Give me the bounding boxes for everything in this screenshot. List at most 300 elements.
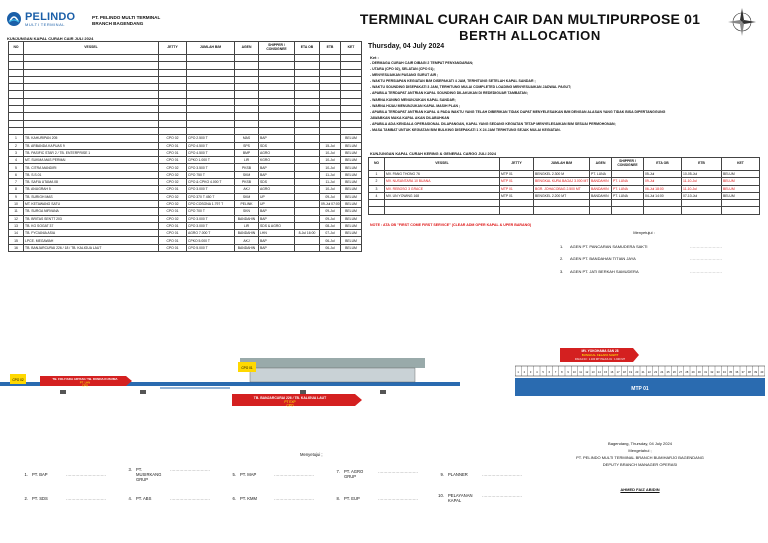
cell-jetty: CPO 01 xyxy=(159,222,187,229)
page-subtitle: BERTH ALLOCATION xyxy=(459,28,601,43)
empty-cell xyxy=(341,69,362,76)
signature-line: ………………………… xyxy=(170,466,210,472)
cell-ket: BELUM xyxy=(722,192,760,199)
cell-no: 15 xyxy=(9,237,24,244)
cell-eta xyxy=(295,149,320,156)
cell-bm: CPKO 1.000 T xyxy=(187,157,235,164)
empty-cell xyxy=(24,120,159,127)
cell-vessel: TB. BANJARCURAI 226 / 18 / TB. KALIGUA LAUT xyxy=(24,244,159,251)
cell-etb: 10-Jul xyxy=(320,157,341,164)
empty-row xyxy=(9,98,362,105)
cell-agen: BANDAHIN xyxy=(235,230,259,237)
agent-row xyxy=(560,265,760,278)
cpo-ship-1-sub: PT EXP xyxy=(284,400,296,404)
cell-vessel: TB. SAFIA UTAMA 08 xyxy=(24,179,159,186)
empty-cell xyxy=(187,69,235,76)
empty-cell xyxy=(9,76,24,83)
cell-jetty: MTP 01 xyxy=(500,185,534,192)
cell-eta xyxy=(295,193,320,200)
empty-cell xyxy=(320,91,341,98)
cell-no: 5 xyxy=(9,164,24,171)
signature-label: PT. ABS xyxy=(136,495,152,501)
empty-cell xyxy=(320,84,341,91)
cell-eta xyxy=(295,171,320,178)
cell-ket: BELUM xyxy=(341,135,362,142)
empty-cell xyxy=(341,76,362,83)
empty-cell xyxy=(187,55,235,62)
cell-no: 1 xyxy=(9,135,24,142)
ruler-tick-label: 39 xyxy=(754,371,758,374)
empty-cell xyxy=(235,120,259,127)
cell-agen: MAS xyxy=(235,135,259,142)
empty-cell xyxy=(320,106,341,113)
table-row xyxy=(9,135,362,142)
empty-cell xyxy=(341,91,362,98)
empty-cell xyxy=(259,55,295,62)
empty-cell xyxy=(159,98,187,105)
agent-row xyxy=(560,240,760,253)
table-row xyxy=(9,149,362,156)
signature-number: 8. xyxy=(336,495,340,501)
ruler-tick-label: 23 xyxy=(654,371,658,374)
empty-cell xyxy=(159,127,187,134)
col-header-vessel: VESSEL xyxy=(385,158,500,171)
signature-line: ………………………… xyxy=(66,471,106,477)
signature-number: 4. xyxy=(128,495,132,501)
ruler-tick-label: 22 xyxy=(647,371,651,374)
empty-cell xyxy=(24,127,159,134)
cell-no: 2 xyxy=(369,178,385,185)
cell-agen: PELINK xyxy=(235,200,259,207)
empty-cell xyxy=(159,91,187,98)
col-header-vessel: VESSEL xyxy=(24,42,159,55)
empty-cell xyxy=(24,91,159,98)
empty-cell xyxy=(369,207,385,214)
col-header-ket: KET xyxy=(341,42,362,55)
cell-vessel: MT. KETAWANG SATU xyxy=(24,200,159,207)
cell-agen: SKM xyxy=(235,193,259,200)
cell-ket: BELUM xyxy=(341,179,362,186)
cell-ket: BELUM xyxy=(722,171,760,178)
cell-vessel: TB. PASIFIC STAR 2 / TB. ENTERPRISE 1 xyxy=(24,149,159,156)
cell-jetty: MTP 01 xyxy=(500,192,534,199)
empty-cell xyxy=(24,62,159,69)
cell-jetty: CPO 02 xyxy=(159,179,187,186)
cell-shipper: BAP xyxy=(259,208,295,215)
note-item: - MENYESUAIKAN PASANG SURUT AIR ; xyxy=(370,73,439,78)
cell-no: 14 xyxy=(9,230,24,237)
ruler-tick-label: 25 xyxy=(666,371,670,374)
ruler-tick-label: 21 xyxy=(641,371,645,374)
table-row xyxy=(9,157,362,164)
cell-agen: AKJ xyxy=(235,237,259,244)
cell-no: 8 xyxy=(9,186,24,193)
empty-cell xyxy=(682,200,722,207)
cell-vessel: MV. UN YOWING 168 xyxy=(385,192,500,199)
empty-cell xyxy=(235,91,259,98)
signature-cell xyxy=(122,467,226,482)
empty-cell xyxy=(259,91,295,98)
cell-bm: BENGKEL 2.200 MT xyxy=(534,192,590,199)
signature-line: ………………………… xyxy=(378,469,418,474)
signature-label: PT. AGRO GRUP xyxy=(344,469,364,479)
cell-bm: BENGKAL KURA BAGAJ 3.000 MT xyxy=(535,179,589,184)
empty-cell xyxy=(341,120,362,127)
table-row xyxy=(369,192,760,199)
cell-bm: CPO COSONA 1.797 T xyxy=(187,200,235,207)
cell-bm: CPO & CPKO 4.000 T xyxy=(187,179,235,186)
cell-eta xyxy=(295,135,320,142)
cell-no: 11 xyxy=(9,208,24,215)
ruler-tick-label: 5 xyxy=(542,371,544,374)
agent-signature-line: …………………… xyxy=(690,256,722,262)
ruler-tick-label: 37 xyxy=(741,371,745,374)
cell-jetty: CPO 02 xyxy=(159,171,187,178)
cell-agen: BANDAHIN xyxy=(590,185,612,192)
ruler-tick-label: 24 xyxy=(660,371,664,374)
note-item: - WAKTU SOUNDING DISEPAKATI 3 JAM, TERHITUNG MULAI COMPLETED LOADING MENYESUAIKAN JADWAL PAGUT; xyxy=(370,85,571,90)
cpo-01-tag-label: CPO 01 xyxy=(241,366,253,370)
ruler-tick-label: 10 xyxy=(572,371,576,374)
empty-row xyxy=(369,207,760,214)
cell-bm: CPO 750 T xyxy=(187,171,235,178)
empty-cell xyxy=(320,55,341,62)
cell-bm: CPO 4.500 T xyxy=(187,142,235,149)
agent-number: 1. xyxy=(560,243,564,249)
agent-name: AGEN PT. JATI BERKAH SAMUDERA xyxy=(570,268,639,274)
signature-cell xyxy=(434,493,538,503)
ruler-tick-label: 30 xyxy=(697,371,701,374)
signature-cell xyxy=(226,472,330,477)
liquid-bulk-table xyxy=(8,41,362,252)
cell-etb: 11-10-Jul xyxy=(682,185,722,192)
ruler-tick-label: 34 xyxy=(722,371,726,374)
cell-etb: 10-Jul xyxy=(320,164,341,171)
ruler-tick-label: 11 xyxy=(579,371,582,374)
table-row xyxy=(9,215,362,222)
signature-label: PLANNER xyxy=(448,471,468,477)
table-row xyxy=(9,142,362,149)
cell-shipper: UP xyxy=(259,193,295,200)
cell-etb: 09-Jul 07:00 xyxy=(321,202,340,207)
empty-cell xyxy=(590,207,612,214)
signature-label: PT. BAP xyxy=(32,471,48,477)
empty-cell xyxy=(259,120,295,127)
ruler-tick-label: 4 xyxy=(536,371,538,374)
agent-name: AGEN PT. PANCARAN SAMUDERA SAKTI xyxy=(570,243,648,249)
empty-cell xyxy=(259,69,295,76)
cell-jetty: MTP 01 xyxy=(500,171,534,178)
signature-label: PT. EUP xyxy=(344,495,360,501)
empty-row xyxy=(9,84,362,91)
signature-row xyxy=(18,462,538,486)
cell-eta: 09-Jul xyxy=(644,178,682,185)
position: DEPUTY BRANCH MANAGER OPERASI xyxy=(602,462,678,467)
liquid-bulk-table-body xyxy=(9,55,362,252)
cell-shipper: SDS xyxy=(259,179,295,186)
empty-row xyxy=(9,127,362,134)
empty-cell xyxy=(9,84,24,91)
ruler-tick-label: 32 xyxy=(710,371,714,374)
cell-ket: BELUM xyxy=(341,237,362,244)
signature-number: 7. xyxy=(336,469,340,474)
cell-bm: CPO 3.000 T xyxy=(187,222,235,229)
signature-cell xyxy=(18,496,122,501)
cell-eta xyxy=(295,164,320,171)
signature-number: 5. xyxy=(232,471,236,477)
empty-cell xyxy=(235,106,259,113)
cell-no: 6 xyxy=(9,171,24,178)
empty-cell xyxy=(159,69,187,76)
empty-cell xyxy=(320,62,341,69)
cell-ket: BELUM xyxy=(341,186,362,193)
empty-row xyxy=(9,120,362,127)
ruler-tick-label: 29 xyxy=(691,371,695,374)
empty-cell xyxy=(187,120,235,127)
empty-cell xyxy=(295,98,320,105)
cell-eta xyxy=(295,237,320,244)
cell-eta xyxy=(295,208,320,215)
cell-etb: 10-05-Jul xyxy=(682,171,722,178)
col-header-shipper: SHIPPER / CONSIGNEE xyxy=(612,158,644,171)
empty-cell xyxy=(295,120,320,127)
ruler-tick-label: 40 xyxy=(760,371,764,374)
empty-cell xyxy=(24,84,159,91)
empty-cell xyxy=(9,91,24,98)
cell-bm: CPO 3.000 T xyxy=(187,186,235,193)
logo-main-text: PELINDO xyxy=(25,10,76,23)
cpo-ship-1-label: TB. BANJARCURAI 226 / TB. KALIGUA LAUT xyxy=(253,396,327,400)
ruler-tick-label: 8 xyxy=(561,371,563,374)
cell-ket: BELUM xyxy=(341,157,362,164)
cell-jetty: CPO 01 xyxy=(159,237,187,244)
empty-row xyxy=(369,200,760,207)
table-row xyxy=(369,178,760,185)
cell-vessel: TB. FYCIANIA ASIA xyxy=(24,230,159,237)
ruler-tick-label: 9 xyxy=(567,371,569,374)
cell-etb: 09-Jul xyxy=(320,215,341,222)
cell-jetty: MTP 01 xyxy=(500,178,534,185)
cell-shipper: AGRO xyxy=(259,186,295,193)
company-line-1: PT. PELINDO MULTI TERMINAL xyxy=(92,15,161,20)
empty-cell xyxy=(295,62,320,69)
ruler-tick-label: 19 xyxy=(629,371,633,374)
cell-ket: BELUM xyxy=(341,171,362,178)
ruler-tick-label: 35 xyxy=(729,371,733,374)
empty-cell xyxy=(500,207,534,214)
empty-cell xyxy=(235,76,259,83)
empty-cell xyxy=(187,98,235,105)
cell-etb: 15-Jul xyxy=(320,142,341,149)
empty-row xyxy=(9,69,362,76)
pelindo-logo xyxy=(6,10,88,28)
table-row xyxy=(9,193,362,200)
col-header-jetty: JETTY xyxy=(500,158,534,171)
page-title: TERMINAL CURAH CAIR DAN MULTIPURPOSE 01 xyxy=(359,11,701,27)
cell-shipper: UP xyxy=(259,200,295,207)
empty-cell xyxy=(9,98,24,105)
cpo-02-tag-label: CPO 02 xyxy=(12,378,24,382)
empty-cell xyxy=(341,55,362,62)
cell-etb: 06-Jul xyxy=(320,244,341,251)
empty-cell xyxy=(385,200,500,207)
empty-cell xyxy=(341,62,362,69)
berth-mtp-01-label: MTP 01 xyxy=(631,386,649,392)
cell-no: 10 xyxy=(9,200,24,207)
empty-cell xyxy=(722,200,760,207)
empty-cell xyxy=(24,113,159,120)
cell-bm: BENGKEL 2.300 M xyxy=(534,171,590,178)
col-header-etb: ETB xyxy=(682,158,722,171)
cell-etb: 10-Jul xyxy=(320,149,341,156)
empty-cell xyxy=(9,113,24,120)
empty-cell xyxy=(259,84,295,91)
cell-no: 4 xyxy=(369,192,385,199)
cell-no: 3 xyxy=(9,149,24,156)
agent-signature-line: …………………… xyxy=(690,268,722,274)
ruler-tick-label: 36 xyxy=(735,371,739,374)
empty-cell xyxy=(159,113,187,120)
empty-cell xyxy=(187,127,235,134)
empty-cell xyxy=(259,62,295,69)
cell-eta: 8-Jul 16:00 xyxy=(295,230,320,237)
table-row xyxy=(9,237,362,244)
place-date: Bagendang, Thursday, 04 July 2024 xyxy=(608,441,672,446)
cell-bm: AGRO 7.000 T xyxy=(187,230,235,237)
empty-cell xyxy=(259,127,295,134)
cell-vessel: MV. NUSANTARA 10 BUANA xyxy=(385,178,500,185)
empty-row xyxy=(9,106,362,113)
signature-line: ………………………… xyxy=(274,471,314,477)
table-row xyxy=(9,186,362,193)
ruler-tick-label: 31 xyxy=(704,371,708,374)
empty-cell xyxy=(320,98,341,105)
cell-etb: 11-Jul xyxy=(320,179,341,186)
cell-etb: 08-Jul xyxy=(320,222,341,229)
table-row xyxy=(9,230,362,237)
cell-eta xyxy=(295,244,320,251)
empty-cell xyxy=(159,120,187,127)
liquid-berth-diagram xyxy=(0,338,460,438)
cell-shipper: BAP xyxy=(259,215,295,222)
empty-cell xyxy=(320,76,341,83)
cell-shipper: PT. LUNA xyxy=(612,185,644,192)
cell-shipper: BAP xyxy=(259,164,295,171)
empty-cell xyxy=(9,55,24,62)
empty-cell xyxy=(235,84,259,91)
dry-berth-diagram xyxy=(515,338,765,398)
ruler-tick-label: 17 xyxy=(616,371,620,374)
signature-line: ………………………… xyxy=(274,495,314,501)
cell-jetty: CPO 02 xyxy=(159,164,187,171)
empty-cell xyxy=(24,55,159,62)
signature-cell xyxy=(434,472,538,477)
note-item: - APABILA TERDAPAT ANTRIAN KAPAL SOUNDING DILAKUKAN DI REDEDIGUAR TAMBATAN; xyxy=(370,91,528,96)
cell-agen: AKJ xyxy=(235,186,259,193)
cpo-ship-1-tag: CPO xyxy=(286,403,294,408)
signature-label: PT. KMM xyxy=(240,495,257,501)
note-item: JAWABKAN MAKA KAPAL AKAN DILABUHKAN xyxy=(370,115,450,120)
cell-shipper: BAP xyxy=(259,237,295,244)
agents-approval-list xyxy=(560,240,760,278)
empty-cell xyxy=(341,106,362,113)
cell-etb: 10-Jul xyxy=(320,186,341,193)
empty-cell xyxy=(235,55,259,62)
fcfs-note: NOTE : ATA OB "FIRST COME FIRST SERVICE" (CLEAR ADM OPER KAPAL & UPER BARANG) xyxy=(370,223,532,227)
empty-cell xyxy=(534,200,590,207)
cell-no: 13 xyxy=(9,222,24,229)
cell-ket: BELUM xyxy=(341,142,362,149)
cell-jetty: CPO 02 xyxy=(159,135,187,142)
cell-ket: BELUM xyxy=(341,244,362,251)
table-row xyxy=(9,200,362,207)
jetty-deck xyxy=(240,358,425,368)
cell-ket: BELUM xyxy=(341,200,362,207)
cell-shipper: KGRO xyxy=(259,157,295,164)
cell-vessel: TB. SURIGH MAS xyxy=(24,193,159,200)
empty-cell xyxy=(187,62,235,69)
empty-row xyxy=(9,91,362,98)
empty-cell xyxy=(320,113,341,120)
ruler-tick-label: 28 xyxy=(685,371,689,374)
empty-cell xyxy=(259,106,295,113)
cell-eta: 05-Jul xyxy=(644,171,682,178)
col-header-eta: ETA OB xyxy=(644,158,682,171)
cell-vessel: MT. SUKMA MAS PERMAI xyxy=(24,157,159,164)
col-header-bm: JUMLAH B/M xyxy=(187,42,235,55)
cell-shipper xyxy=(612,171,644,178)
empty-cell xyxy=(24,69,159,76)
empty-cell xyxy=(187,106,235,113)
cell-agen: SKM xyxy=(235,171,259,178)
signature-number: 10. xyxy=(438,493,444,498)
empty-cell xyxy=(159,84,187,91)
ruler-tick-label: 14 xyxy=(597,371,601,374)
table-row xyxy=(9,171,362,178)
table-row xyxy=(9,244,362,251)
empty-cell xyxy=(612,207,644,214)
cell-jetty: CPO 01 xyxy=(159,157,187,164)
empty-cell xyxy=(590,200,612,207)
ruler-tick-label: 26 xyxy=(672,371,676,374)
cell-shipper: BAP xyxy=(259,135,295,142)
note-item: - WARNA KUNING MENUNJUKAN KAPAL SANDAR; xyxy=(370,97,456,102)
cell-vessel: MV. REBOSO 3 GRACE xyxy=(385,185,500,192)
cell-agen: BANDAHIN xyxy=(590,192,612,199)
empty-cell xyxy=(9,69,24,76)
empty-cell xyxy=(369,200,385,207)
col-header-ket: KET xyxy=(722,158,760,171)
signature-cell xyxy=(330,496,434,501)
cell-agen: BMP xyxy=(235,149,259,156)
cell-vessel: TB. CITRA MANDIRI xyxy=(24,164,159,171)
cell-ket: BELUM xyxy=(722,185,760,192)
cell-shipper: BAP xyxy=(259,244,295,251)
cell-etb: 09-Jul xyxy=(320,208,341,215)
empty-cell xyxy=(259,113,295,120)
signature-number: 3. xyxy=(128,466,132,472)
cell-eta xyxy=(295,186,320,193)
cell-no: 12 xyxy=(9,215,24,222)
empty-cell xyxy=(500,200,534,207)
note-item: - WAKTU PERSIAPAN KEGIATAN B/M DISEPAKATI 4 JAM, TERHITUNG SETELAH KAPAL SANDAR ; xyxy=(370,79,536,84)
cell-agen: LIR xyxy=(235,222,259,229)
signature-cell xyxy=(18,472,122,477)
note-item: - WARNA HIJAU MENUNJUKAN KAPAL MASIH PLAN ; xyxy=(370,103,461,108)
cell-no: 7 xyxy=(9,179,24,186)
col-header-agen: AGEN xyxy=(590,158,612,171)
shipper-signatures xyxy=(18,462,538,510)
